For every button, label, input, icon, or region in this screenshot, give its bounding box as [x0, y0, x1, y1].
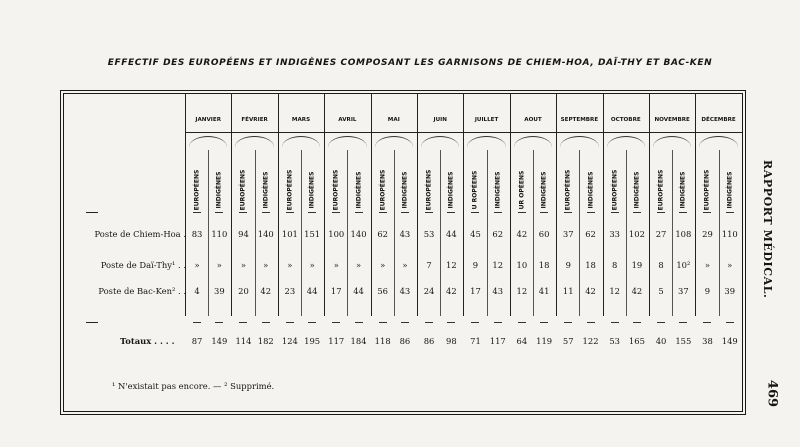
month-header: OCTOBRE	[610, 117, 641, 123]
table-cell: 11	[562, 286, 574, 296]
totals-label: Totaux . . . .	[120, 336, 175, 346]
header-dash	[679, 212, 687, 213]
header-dash	[494, 212, 502, 213]
table-cell: 29	[702, 229, 713, 239]
header-dash	[193, 212, 201, 213]
header-dash	[286, 212, 294, 213]
subcolumn-header: INDIGÈNES	[308, 171, 316, 209]
subcolumn-header: EUROPÉENS	[425, 169, 433, 211]
column-rule	[185, 93, 186, 316]
month-header: NOVEMBRE	[654, 117, 690, 123]
total-dash	[308, 322, 316, 323]
group-rule	[278, 93, 279, 316]
side-heading: RAPPORT MÉDICAL.	[761, 160, 774, 299]
header-dash	[587, 212, 595, 213]
total-cell: 114	[235, 336, 252, 346]
total-cell: 57	[562, 336, 574, 346]
total-dash	[286, 322, 294, 323]
row-label: Poste de Chiem-Hoa .	[94, 229, 186, 239]
table-cell: 9	[565, 260, 571, 270]
month-header: FÉVRIER	[241, 117, 268, 123]
table-cell: 42	[631, 286, 643, 296]
subcolumn-header: EUROPÉENS	[564, 169, 572, 211]
table-cell: 56	[377, 286, 388, 296]
subcolumn-header: INDIGÈNES	[215, 171, 223, 209]
table-cell: 12	[445, 260, 457, 270]
total-cell: 86	[399, 336, 411, 346]
total-cell: 122	[582, 336, 599, 346]
table-cell: 42	[516, 229, 528, 239]
table-cell: 39	[724, 286, 736, 296]
table-cell: 43	[399, 229, 411, 239]
total-dash	[262, 322, 270, 323]
table-cell: 108	[675, 229, 692, 239]
table-cell: »	[704, 260, 711, 270]
label-dash	[86, 212, 98, 213]
table-cell: 10²	[676, 260, 691, 270]
page-number: 469	[764, 379, 780, 408]
header-dash	[215, 212, 223, 213]
month-header: MARS	[291, 117, 311, 123]
table-cell: 43	[492, 286, 504, 296]
table-cell: »	[355, 260, 362, 270]
header-dash	[379, 212, 387, 213]
group-rule	[603, 93, 604, 316]
header-dash	[239, 212, 247, 213]
total-cell: 182	[257, 336, 274, 346]
table-cell: 19	[631, 260, 643, 270]
group-rule	[649, 93, 650, 316]
total-cell: 119	[536, 336, 553, 346]
table-cell: 102	[628, 229, 645, 239]
table-cell: 42	[585, 286, 596, 296]
table-cell: 140	[257, 229, 274, 239]
group-rule	[695, 93, 696, 316]
total-cell: 40	[655, 336, 667, 346]
total-dash	[564, 322, 572, 323]
header-dash	[657, 212, 665, 213]
table-cell: 23	[284, 286, 296, 296]
table-cell: 62	[377, 229, 388, 239]
month-header: JUILLET	[474, 117, 499, 123]
table-title: EFFECTIF DES EUROPÉENS ET INDIGÈNES COMPOSANT LES GARNISONS DE CHIEM-HOA, DAÏ-THY ET BAC-KEN	[107, 58, 713, 68]
header-dash	[332, 212, 340, 213]
table-cell: 100	[328, 229, 345, 239]
table-cell: 44	[353, 286, 364, 296]
row-label: Poste de Bac-Ken² . .	[98, 286, 186, 296]
table-cell: 39	[213, 286, 225, 296]
total-cell: 165	[628, 336, 645, 346]
month-header: AVRIL	[338, 117, 357, 123]
subcolumn-header: UR OPÉENS	[518, 170, 526, 210]
month-header: DÉCEMBRE	[701, 117, 736, 123]
header-dash	[262, 212, 270, 213]
table-cell: 12	[492, 260, 504, 270]
table-cell: 5	[658, 286, 664, 296]
total-dash	[494, 322, 502, 323]
total-cell: 124	[281, 336, 298, 346]
group-rule	[510, 93, 511, 316]
table-cell: 53	[423, 229, 435, 239]
total-cell: 86	[423, 336, 435, 346]
table-cell: 12	[516, 286, 528, 296]
table-cell: 9	[472, 260, 479, 270]
table-cell: 60	[538, 229, 550, 239]
label-dash	[86, 322, 98, 323]
group-rule	[324, 93, 325, 316]
table-cell: 44	[445, 229, 457, 239]
total-dash	[518, 322, 526, 323]
month-header: JUIN	[433, 117, 447, 123]
total-dash	[332, 322, 340, 323]
total-dash	[215, 322, 223, 323]
table-cell: 8	[658, 260, 664, 270]
table-cell: »	[216, 260, 222, 270]
footnote: ¹ N'existait pas encore. — ² Supprimé.	[112, 381, 275, 391]
table-cell: 41	[538, 286, 550, 296]
table-cell: »	[333, 260, 339, 270]
table-cell: »	[380, 260, 386, 270]
table-cell: 4	[194, 286, 200, 296]
subcolumn-header: INDIGÈNES	[679, 171, 687, 209]
table-cell: 43	[399, 286, 411, 296]
group-rule	[463, 93, 464, 316]
total-cell: 117	[328, 336, 345, 346]
header-dash	[518, 212, 526, 213]
total-cell: 149	[721, 336, 738, 346]
subcolumn-header: U ROPÉENS	[471, 170, 479, 210]
total-cell: 118	[374, 336, 391, 346]
table-cell: 17	[470, 286, 481, 296]
table-cell: »	[240, 260, 247, 270]
table-cell: 20	[238, 286, 249, 296]
row-label: Poste de Daï-Thy¹ . .	[100, 260, 186, 270]
table-cell: 110	[721, 229, 738, 239]
table-cell: 37	[562, 229, 574, 239]
total-cell: 53	[609, 336, 620, 346]
total-cell: 87	[191, 336, 203, 346]
table-cell: 44	[306, 286, 318, 296]
subcolumn-header: INDIGÈNES	[540, 171, 548, 209]
total-dash	[239, 322, 247, 323]
header-dash	[611, 212, 619, 213]
table-cell: 12	[609, 286, 620, 296]
table-cell: »	[287, 260, 293, 270]
table-cell: 45	[470, 229, 481, 239]
table-cell: 27	[655, 229, 667, 239]
total-cell: 184	[350, 336, 367, 346]
group-rule	[556, 93, 557, 316]
total-dash	[611, 322, 619, 323]
table-cell: »	[727, 260, 733, 270]
total-dash	[193, 322, 201, 323]
total-cell: 38	[702, 336, 713, 346]
total-dash	[401, 322, 409, 323]
group-rule	[371, 93, 372, 316]
subcolumn-header: EUROPÉENS	[611, 169, 619, 211]
table-cell: 110	[211, 229, 228, 239]
total-cell: 98	[445, 336, 457, 346]
header-dash	[401, 212, 409, 213]
total-cell: 64	[516, 336, 528, 346]
total-dash	[447, 322, 455, 323]
header-dash	[564, 212, 572, 213]
total-cell: 149	[211, 336, 228, 346]
total-dash	[540, 322, 548, 323]
total-dash	[726, 322, 734, 323]
subcolumn-header: EUROPÉENS	[703, 169, 711, 211]
subcolumn-header: INDIGÈNES	[447, 171, 455, 209]
subcolumn-header: INDIGÈNES	[587, 171, 595, 209]
table-cell: 62	[585, 229, 596, 239]
total-cell: 117	[489, 336, 506, 346]
total-dash	[679, 322, 687, 323]
header-dash	[726, 212, 734, 213]
table-cell: 24	[423, 286, 435, 296]
subcolumn-header: INDIGÈNES	[401, 171, 409, 209]
table-cell: 42	[260, 286, 272, 296]
total-dash	[703, 322, 711, 323]
group-rule	[231, 93, 232, 316]
table-cell: 7	[426, 260, 432, 270]
month-header: AOUT	[524, 117, 542, 123]
header-dash	[355, 212, 363, 213]
table-cell: 37	[677, 286, 689, 296]
table-cell: 94	[238, 229, 249, 239]
header-dash	[425, 212, 433, 213]
subcolumn-header: INDIGÈNES	[633, 171, 641, 209]
header-dash	[633, 212, 641, 213]
table-cell: 62	[492, 229, 504, 239]
subcolumn-header: EUROPÉENS	[332, 169, 340, 211]
table-cell: 140	[350, 229, 367, 239]
subcolumn-header: INDIGÈNES	[262, 171, 270, 209]
group-rule	[417, 93, 418, 316]
subcolumn-header: EUROPÉENS	[657, 169, 665, 211]
total-dash	[587, 322, 595, 323]
subcolumn-header: EUROPÉENS	[379, 169, 387, 211]
table-cell: 33	[609, 229, 620, 239]
header-dash	[471, 212, 479, 213]
table-cell: 17	[330, 286, 342, 296]
month-header: JANVIER	[195, 117, 222, 123]
header-dash	[447, 212, 455, 213]
total-dash	[425, 322, 433, 323]
table-cell: 8	[611, 260, 618, 270]
table-cell: 83	[191, 229, 203, 239]
table-cell: »	[402, 260, 408, 270]
table-cell: 151	[304, 229, 321, 239]
table-cell: 10	[516, 260, 528, 270]
table-cell: »	[194, 260, 200, 270]
subcolumn-header: EUROPÉENS	[193, 169, 201, 211]
month-header: MAI	[387, 117, 400, 123]
subcolumn-header: INDIGÈNES	[355, 171, 363, 209]
total-dash	[633, 322, 641, 323]
header-dash	[308, 212, 316, 213]
subcolumn-header: INDIGÈNES	[726, 171, 734, 209]
total-cell: 71	[470, 336, 481, 346]
total-dash	[657, 322, 665, 323]
table-cell: 101	[281, 229, 298, 239]
header-dash	[540, 212, 548, 213]
subcolumn-header: EUROPÉENS	[286, 169, 294, 211]
month-header: SEPTEMBRE	[560, 117, 599, 123]
header-dash	[703, 212, 711, 213]
total-dash	[355, 322, 363, 323]
table-cell: 42	[445, 286, 457, 296]
subcolumn-header: EUROPÉENS	[239, 169, 247, 211]
table-cell: 9	[704, 286, 711, 296]
total-dash	[379, 322, 387, 323]
table-cell: 18	[538, 260, 550, 270]
table-cell: 18	[585, 260, 596, 270]
total-dash	[471, 322, 479, 323]
total-cell: 195	[304, 336, 321, 346]
table-cell: »	[263, 260, 269, 270]
subcolumn-header: INDIGÈNES	[494, 171, 502, 209]
total-cell: 155	[675, 336, 692, 346]
table-cell: »	[309, 260, 315, 270]
